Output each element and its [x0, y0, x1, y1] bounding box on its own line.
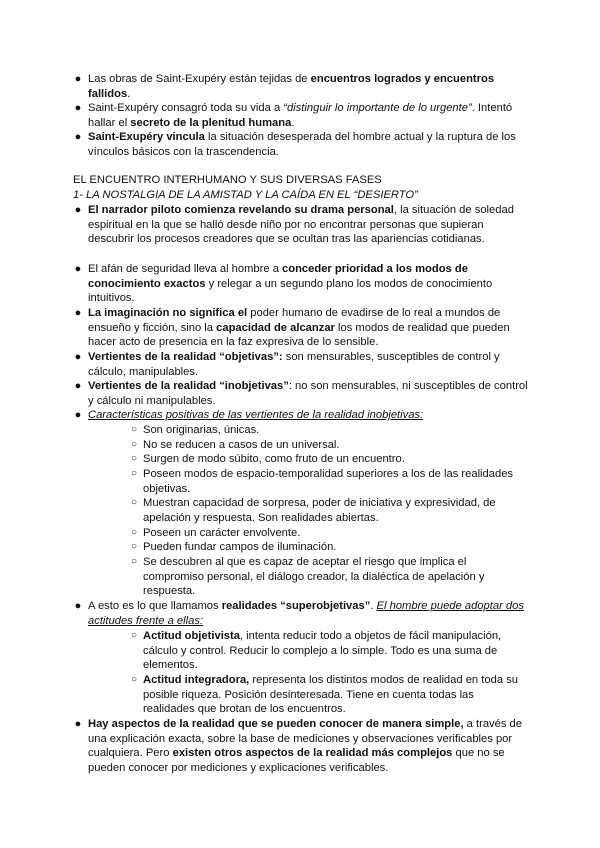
intro-bullet: ● Saint-Exupéry vincula la situación desesperada del hombre actual y la ruptura de los vínculos básicos con la trascendencia.: [74, 131, 516, 158]
main-bullet: ● El narrador piloto comienza revelando su drama personal, la situación de soledad espiritual en la que se halló desde niño por no encontrar personas que supieran descubrir los procesos creadores que se ocultan tras las apariencias cotidianas.: [74, 204, 514, 246]
main-bullet: ● La imaginación no significa el poder humano de evadirse de lo real a mundos de ensueño y ficción, sino la capacidad de alcanzar los modos de realidad que pueden hacer acto de presencia en la faz expresiva de lo sensible.: [74, 307, 510, 349]
characteristic-item: ○ Poseen modos de espacio-temporalidad superiores a los de las realidades objetivas.: [130, 468, 514, 495]
sub-bullet-dot: ○: [130, 541, 138, 552]
bullet-dot: ●: [74, 380, 82, 392]
attitude-item: ○ Actitud integradora, representa los distintos modos de realidad en toda su posible riqueza. Posición desinteresada. Tiene en cuenta todas las realidades que brotan de los encuentros.: [130, 674, 518, 716]
sub-bullet-dot: ○: [130, 453, 138, 464]
characteristic-item: ○ Son originarias, únicas.: [130, 424, 260, 436]
sub-bullet-dot: ○: [130, 556, 138, 567]
characteristic-item: ○ No se reducen a casos de un universal.: [130, 439, 340, 451]
bullet-dot: ●: [74, 102, 82, 114]
sub-bullet-dot: ○: [130, 468, 138, 479]
bullet-dot: ●: [74, 73, 82, 85]
sub-bullet-dot: ○: [130, 527, 138, 538]
bullet-dot: ●: [74, 131, 82, 143]
main-bullet: ● A esto es lo que llamamos realidades “superobjetivas”. El hombre puede adoptar dos actitudes frente a ellas:: [74, 600, 524, 627]
characteristic-item: ○ Muestran capacidad de sorpresa, poder de iniciativa y expresividad, de apelación y respuesta. Son realidades abiertas.: [130, 497, 496, 524]
subsection-title: 1- LA NOSTALGIA DE LA AMISTAD Y LA CAÍDA EN EL “DESIERTO”: [73, 189, 418, 201]
main-bullet: ● Características positivas de las vertientes de la realidad inobjetivas:: [74, 409, 424, 421]
bullet-dot: ●: [74, 204, 82, 216]
bullet-dot: ●: [74, 409, 82, 421]
main-bullet: ● Vertientes de la realidad “inobjetivas”: no son mensurables, ni susceptibles de control y cálculo ni manipulables.: [74, 380, 528, 407]
bullet-dot: ●: [74, 351, 82, 363]
bullet-dot: ●: [74, 600, 82, 612]
intro-bullet: ● Las obras de Saint-Exupéry están tejidas de encuentros logrados y encuentros fallidos.: [74, 73, 495, 100]
sub-bullet-dot: ○: [130, 497, 138, 508]
attitude-item: ○ Actitud objetivista, intenta reducir todo a objetos de fácil manipulación, cálculo y control. Reducir lo complejo a lo simple. Todo es una suma de elementos.: [130, 630, 502, 672]
characteristic-item: ○ Pueden fundar campos de iluminación.: [130, 541, 337, 553]
sub-bullet-dot: ○: [130, 630, 138, 641]
characteristic-item: ○ Surgen de modo súbito, como fruto de un encuentro.: [130, 453, 405, 465]
sub-bullet-dot: ○: [130, 439, 138, 450]
main-bullet: ● Hay aspectos de la realidad que se pueden conocer de manera simple, a través de una explicación exacta, sobre la base de mediciones y observaciones verificables por cualquiera. Pero existen otros aspectos de la realidad más complejos que no se pueden conocer por mediciones y explicaciones verificables.: [74, 718, 523, 774]
characteristic-item: ○ Poseen un carácter envolvente.: [130, 527, 301, 539]
main-bullet: ● Vertientes de la realidad “objetivas”: son mensurables, susceptibles de control y cálculo, manipulables.: [74, 351, 500, 378]
sub-bullet-dot: ○: [130, 674, 138, 685]
sub-bullet-dot: ○: [130, 424, 138, 435]
characteristic-item: ○ Se descubren al que es capaz de aceptar el riesgo que implica el compromiso personal, el diálogo creador, la dialéctica de apelación y respuesta.: [130, 556, 485, 598]
bullet-dot: ●: [74, 307, 82, 319]
main-bullet: ● El afán de seguridad lleva al hombre a conceder prioridad a los modos de conocimiento exactos y relegar a un segundo plano los modos de conocimiento intuitivos.: [74, 263, 493, 305]
intro-bullet: ● Saint-Exupéry consagró toda su vida a “distinguir lo importante de lo urgente”. Intentó hallar el secreto de la plenitud humana.: [74, 102, 513, 129]
bullet-dot: ●: [74, 263, 82, 275]
section-title: EL ENCUENTRO INTERHUMANO Y SUS DIVERSAS FASES: [73, 174, 382, 186]
bullet-dot: ●: [74, 718, 82, 730]
